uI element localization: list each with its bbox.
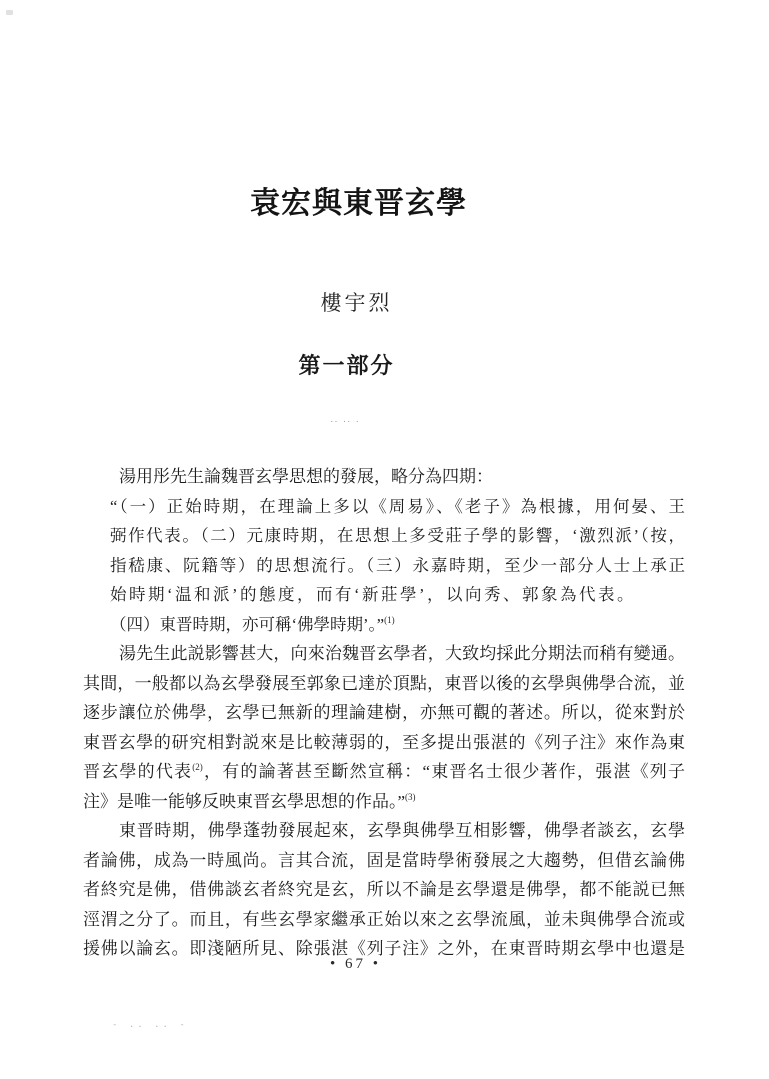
footnote-ref-1: (1): [384, 614, 395, 625]
scan-smudge: - .. .. -: [112, 1020, 188, 1030]
page-title: 袁宏與東晋玄學: [250, 187, 467, 220]
body-line: 晋玄學的代表$^{(2)}$，有的論著甚至斷然宣稱：“東晋名士很少著作，張湛《列子: [83, 762, 685, 781]
section-heading: 第一部分: [298, 353, 395, 378]
body-line: 注》是唯一能够反映東晋玄學思想的作品。”$^{(3)}$: [83, 791, 416, 811]
body-line: 逐步讓位於佛學，玄學已無新的理論建樹，亦無可觀的著述。所以，從來對於: [83, 703, 685, 722]
body-line: 者論佛，成為一時風尚。言其合流，固是當時學術發展之大趨勢，但借玄論佛: [83, 850, 685, 870]
body-line: 東晋時期，佛學蓬勃發展起來，玄學與佛學互相影響，佛學者談玄，玄學: [119, 821, 685, 840]
body-line-quote: （四）東晋時期，亦可稱‘佛學時期’。”$^{(1)}$: [110, 614, 395, 634]
body-line: 湯用彤先生論魏晋玄學思想的發展，略分為四期：: [119, 467, 493, 486]
body-line: 湯先生此説影響甚大，向來治魏晋玄學者，大致均採此分期法而稍有變通。: [119, 644, 685, 663]
body-line-quote: 始時期‘温和派’的態度，而有‘新莊學’，以向秀、郭象為代表。: [110, 585, 636, 604]
article-body: [83, 462, 685, 964]
body-line-quote: 弼作代表。（二）元康時期，在思想上多受莊子學的影響，‘激烈派’（按，: [110, 526, 685, 545]
body-line: 涇渭之分了。而且，有些玄學家繼承正始以來之玄學流風，並未與佛學合流或: [83, 909, 685, 929]
body-line-quote: “（一）正始時期，在理論上多以《周易》、《老子》為根據，用何晏、王: [110, 496, 685, 516]
footnote-ref-2: (2): [192, 762, 203, 772]
body-line: 其間，一般都以為玄學發展至郭象已達於頂點，東晋以後的玄學與佛學合流，並: [83, 673, 685, 693]
body-line: 東晋玄學的研究相對説來是比較薄弱的，至多提出張湛的《列子注》來作為東: [83, 732, 685, 752]
scan-artifact-corner: [6, 10, 13, 15]
ornament-mark: .. .. .: [330, 414, 361, 424]
author-name: 樓宇烈: [320, 291, 393, 315]
body-line-quote: 指嵇康、阮籍等）的思想流行。（三）永嘉時期，至少一部分人士上承正: [110, 555, 685, 575]
body-line: 者終究是佛，借佛談玄者終究是玄，所以不論是玄學還是佛學，都不能説已無: [83, 880, 685, 899]
page-number: • 67 •: [329, 956, 381, 972]
footnote-ref-3: (3): [405, 791, 416, 802]
body-line: 援佛以論玄。即淺陋所見、除張湛《列子注》之外，在東晋時期玄學中也還是: [83, 939, 685, 958]
